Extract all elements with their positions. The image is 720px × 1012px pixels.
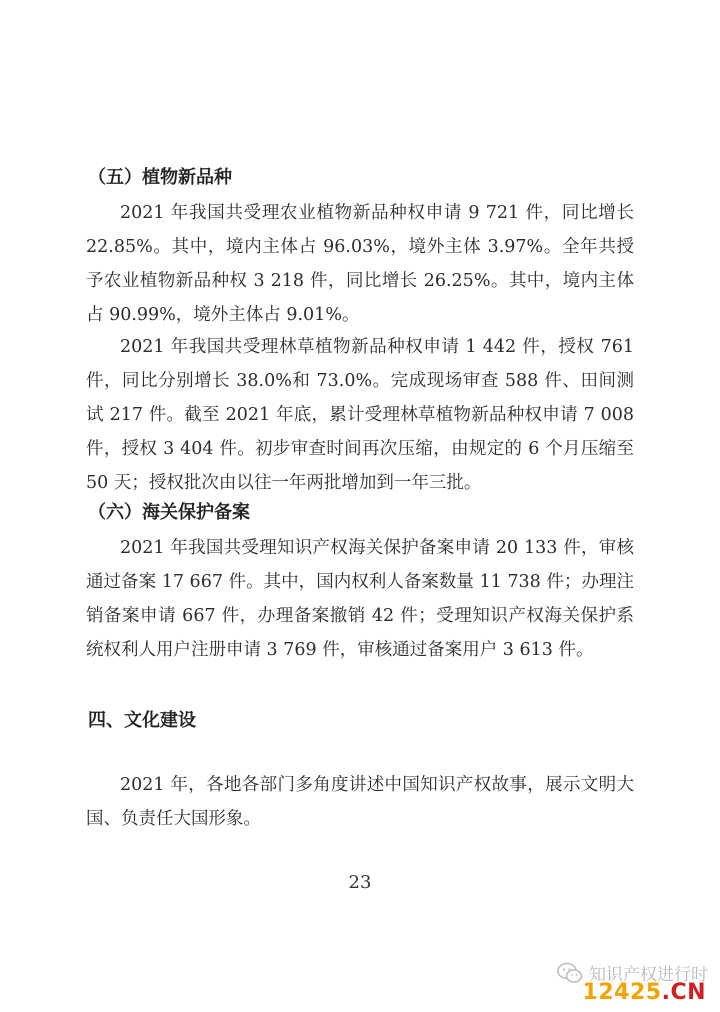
paragraph-agricultural-varieties: 2021 年我国共受理农业植物新品种权申请 9 721 件，同比增长 22.85%。其中，境内主体占 96.03%，境外主体 3.97%。全年共授予农业植物新品种权 3 218 件，同比增长 26.25%。其中，境内主体占 90.99%，境外主体占 9.01%。 <box>86 203 634 325</box>
paragraph-forestry-varieties: 2021 年我国共受理林草植物新品种权申请 1 442 件，授权 761 件，同比分别增长 38.0%和 73.0%。完成现场审查 588 件、田间测试 217 件。截至 2021 年底，累计受理林草植物新品种权申请 7 008 件，授权 3 404 件。初步审查时间再次压缩，由规定的 6 个月压缩至 50 天；授权批次由以往一年两批增加到一年三批。 <box>86 337 634 493</box>
section-heading-customs-protection: （六）海关保护备案 <box>88 502 250 523</box>
section-heading-plant-varieties: （五）植物新品种 <box>88 167 232 188</box>
page-number: 23 <box>348 872 372 893</box>
paragraph-culture: 2021 年，各地各部门多角度讲述中国知识产权故事，展示文明大国、负责任大国形象。 <box>86 775 634 829</box>
wechat-icon <box>557 962 583 984</box>
paragraph-customs-records: 2021 年我国共受理知识产权海关保护备案申请 20 133 件，审核通过备案 17 667 件。其中，国内权利人备案数量 11 738 件；办理注销备案申请 667 件，办理备案撤销 42 件；受理知识产权海关保护系统权利人用户注册申请 3 769 件，审核通过备案用户 3 613 件。 <box>86 538 634 660</box>
site-logo-dot: . <box>661 980 671 1005</box>
site-logo-number: 12425 <box>582 980 662 1005</box>
section-heading-culture: 四、文化建设 <box>88 710 196 731</box>
site-logo-tld: CN <box>670 980 706 1005</box>
watermark-text: 知识产权进行时 <box>589 965 708 985</box>
site-logo <box>583 980 706 1005</box>
